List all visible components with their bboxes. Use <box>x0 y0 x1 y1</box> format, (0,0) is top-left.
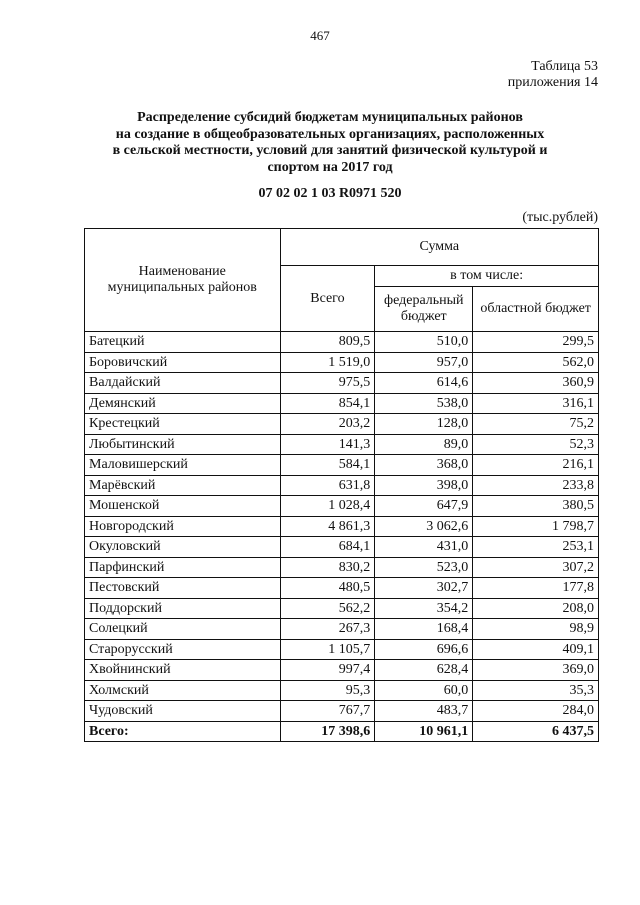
total-value: 267,3 <box>280 619 375 640</box>
total-value: 141,3 <box>280 434 375 455</box>
district-name: Любытинский <box>85 434 281 455</box>
regional-value: 307,2 <box>473 557 599 578</box>
total-value: 480,5 <box>280 578 375 599</box>
district-name: Маловишерский <box>85 455 281 476</box>
header-regional: областной бюджет <box>473 287 599 332</box>
total-value: 767,7 <box>280 701 375 722</box>
title-line: спортом на 2017 год <box>267 159 393 175</box>
regional-value: 216,1 <box>473 455 599 476</box>
header-federal: федеральный бюджет <box>375 287 473 332</box>
total-value: 975,5 <box>280 373 375 394</box>
federal-value: 354,2 <box>375 598 473 619</box>
table-row <box>85 516 599 537</box>
district-name: Чудовский <box>85 701 281 722</box>
federal-value: 696,6 <box>375 639 473 660</box>
district-name: Батецкий <box>85 332 281 353</box>
total-value: 95,3 <box>280 680 375 701</box>
federal-value: 3 062,6 <box>375 516 473 537</box>
table-reference <box>508 59 598 91</box>
total-value: 4 861,3 <box>280 516 375 537</box>
regional-value: 35,3 <box>473 680 599 701</box>
table-row <box>85 598 599 619</box>
table-row <box>85 578 599 599</box>
district-name: Солецкий <box>85 619 281 640</box>
district-name: Валдайский <box>85 373 281 394</box>
table-row <box>85 352 599 373</box>
regional-value: 1 798,7 <box>473 516 599 537</box>
table-reference-line2: приложения 14 <box>507 75 598 90</box>
federal-value: 647,9 <box>375 496 473 517</box>
regional-value: 284,0 <box>473 701 599 722</box>
regional-value: 177,8 <box>473 578 599 599</box>
table-row <box>85 537 599 558</box>
total-value: 562,2 <box>280 598 375 619</box>
table-reference-line1: Таблица 53 <box>531 59 598 74</box>
grand-regional-value: 6 437,5 <box>473 721 599 742</box>
regional-value: 233,8 <box>473 475 599 496</box>
federal-value: 483,7 <box>375 701 473 722</box>
units-label: (тыс.рублей) <box>522 210 598 225</box>
federal-value: 89,0 <box>375 434 473 455</box>
header-total: Всего <box>280 266 375 332</box>
federal-value: 398,0 <box>375 475 473 496</box>
regional-value: 380,5 <box>473 496 599 517</box>
federal-value: 128,0 <box>375 414 473 435</box>
table-row <box>85 557 599 578</box>
table-row <box>85 475 599 496</box>
grand-total-value: 17 398,6 <box>280 721 375 742</box>
district-name: Демянский <box>85 393 281 414</box>
regional-value: 208,0 <box>473 598 599 619</box>
federal-value: 957,0 <box>375 352 473 373</box>
budget-code: 07 02 02 1 03 R0971 520 <box>258 186 402 201</box>
regional-value: 360,9 <box>473 373 599 394</box>
regional-value: 75,2 <box>473 414 599 435</box>
header-name: Наименование муниципальных районов <box>85 229 281 332</box>
district-name: Старорусский <box>85 639 281 660</box>
district-name: Окуловский <box>85 537 281 558</box>
federal-value: 510,0 <box>375 332 473 353</box>
title-line: на создание в общеобразовательных организациях, расположенных <box>115 126 545 142</box>
district-name: Мошенской <box>85 496 281 517</box>
total-value: 203,2 <box>280 414 375 435</box>
table-row <box>85 434 599 455</box>
federal-value: 614,6 <box>375 373 473 394</box>
table-row <box>85 619 599 640</box>
total-value: 631,8 <box>280 475 375 496</box>
header-including: в том числе: <box>375 266 599 287</box>
federal-value: 431,0 <box>375 537 473 558</box>
total-value: 830,2 <box>280 557 375 578</box>
district-name: Хвойнинский <box>85 660 281 681</box>
regional-value: 253,1 <box>473 537 599 558</box>
table-body <box>85 332 599 742</box>
table-row <box>85 393 599 414</box>
total-value: 1 105,7 <box>280 639 375 660</box>
total-value: 684,1 <box>280 537 375 558</box>
district-name: Боровичский <box>85 352 281 373</box>
district-name: Крестецкий <box>85 414 281 435</box>
table-row <box>85 496 599 517</box>
district-name: Марёвский <box>85 475 281 496</box>
federal-value: 368,0 <box>375 455 473 476</box>
total-value: 809,5 <box>280 332 375 353</box>
federal-value: 538,0 <box>375 393 473 414</box>
grand-federal-value: 10 961,1 <box>375 721 473 742</box>
total-value: 584,1 <box>280 455 375 476</box>
table-row <box>85 455 599 476</box>
total-label: Всего: <box>85 721 281 742</box>
district-name: Парфинский <box>85 557 281 578</box>
federal-value: 302,7 <box>375 578 473 599</box>
page-number: 467 <box>310 28 330 43</box>
total-value: 854,1 <box>280 393 375 414</box>
federal-value: 523,0 <box>375 557 473 578</box>
table-row <box>85 660 599 681</box>
title-line: в сельской местности, условий для занятий физической культурой и <box>112 143 548 158</box>
district-name: Холмский <box>85 680 281 701</box>
header-sum: Сумма <box>280 229 598 266</box>
total-value: 997,4 <box>280 660 375 681</box>
district-name: Поддорский <box>85 598 281 619</box>
regional-value: 369,0 <box>473 660 599 681</box>
table-row <box>85 332 599 353</box>
table-row <box>85 639 599 660</box>
regional-value: 409,1 <box>473 639 599 660</box>
document-title <box>80 110 580 176</box>
regional-value: 98,9 <box>473 619 599 640</box>
table-row <box>85 680 599 701</box>
regional-value: 299,5 <box>473 332 599 353</box>
subsidy-table <box>84 228 599 742</box>
title-line: Распределение субсидий бюджетам муниципальных районов <box>137 110 523 125</box>
regional-value: 316,1 <box>473 393 599 414</box>
district-name: Новгородский <box>85 516 281 537</box>
table-row <box>85 414 599 435</box>
regional-value: 52,3 <box>473 434 599 455</box>
total-row <box>85 721 599 742</box>
total-value: 1 519,0 <box>280 352 375 373</box>
table-row <box>85 701 599 722</box>
federal-value: 168,4 <box>375 619 473 640</box>
federal-value: 60,0 <box>375 680 473 701</box>
total-value: 1 028,4 <box>280 496 375 517</box>
district-name: Пестовский <box>85 578 281 599</box>
regional-value: 562,0 <box>473 352 599 373</box>
table-row <box>85 373 599 394</box>
federal-value: 628,4 <box>375 660 473 681</box>
